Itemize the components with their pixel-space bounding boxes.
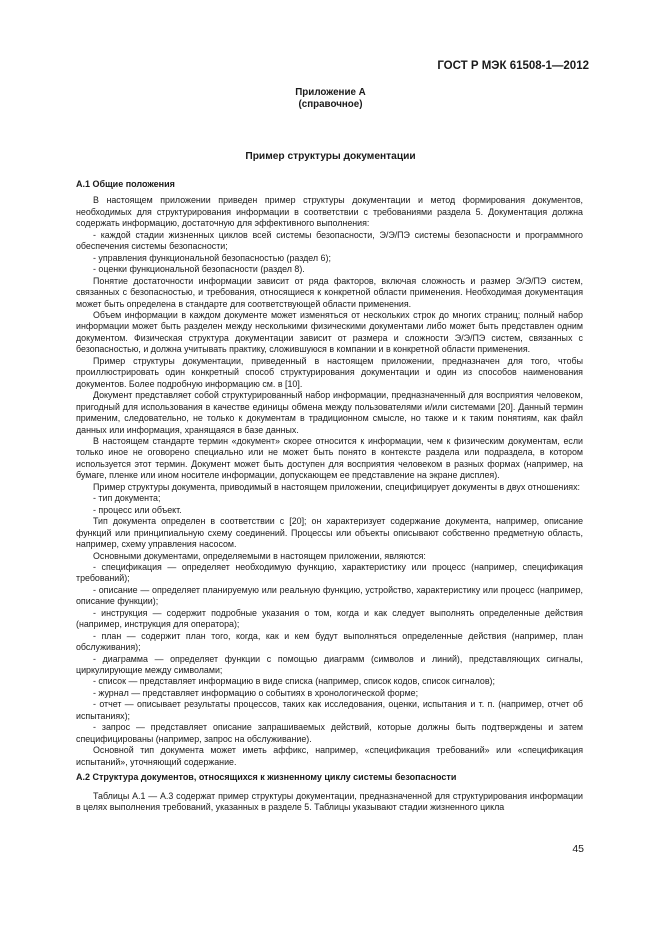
list-item: - управления функциональной безопасностью (раздел 6); — [93, 252, 331, 263]
list-item: - список — представляет информацию в виде списка (например, список кодов, список сигналов); — [93, 676, 495, 687]
paragraph: Таблицы А.1 — А.3 содержат пример структуры документации, предназначенной для структурирования информации в целях выполнения требований, указанных в разделе 5. Таблицы указывают стадии жизненного цикла — [76, 790, 583, 813]
list-item: - журнал — представляет информацию о событиях в хронологической форме; — [93, 687, 419, 698]
annex-subtitle: (справочное) — [298, 99, 363, 110]
paragraph: Основными документами, определяемыми в настоящем приложении, являются: — [93, 550, 426, 561]
annex-title: Приложение А — [295, 87, 366, 98]
section-a1-heading: А.1 Общие положения — [76, 179, 175, 189]
document-body — [76, 179, 583, 813]
paragraph: Документ представляет собой структурированный набор информации, предназначенный для восприятия человеком, пригодный для использования в качестве единицы обмена между пользователями и/или системами [20]. Данный термин применим, следовательно, не только к документам в традиционном смысле, но также и к таким понятиям, как файл данных или информация, хранящаяся в базе данных. — [76, 390, 583, 435]
list-item: - тип документа; — [93, 493, 161, 504]
list-item: - описание — определяет планируемую или реальную функцию, устройство, характеристику или процесс (например, описание функции); — [76, 584, 583, 607]
paragraph: Пример структуры документации, приведенный в настоящем приложении, предназначен для того, чтобы проиллюстрировать один конкретный способ структурирования документации и один из способов наименования документов. Более подробную информацию см. в [10]. — [76, 355, 583, 389]
list-item: - диаграмма — определяет функции с помощью диаграмм (символов и линий), представляющих сигналы, циркулирующие между символами; — [76, 653, 583, 676]
paragraph: В настоящем стандарте термин «документ» скорее относится к информации, чем к физическим документам, если только иное не оговорено специально или не может быть понято в контексте раздела или подраздела, в котором используется этот термин. Документ может быть доступен для восприятия человеком в разных формах (например, на бумаге, пленке или ином носителе информации, допускающем ее представление на экране дисплея). — [76, 435, 583, 481]
annex-heading — [0, 87, 661, 111]
standard-code: ГОСТ Р МЭК 61508-1—2012 — [437, 60, 589, 72]
page-number: 45 — [572, 843, 584, 855]
list-item: - спецификация — определяет необходимую функцию, характеристику или процесс (например, спецификация требований); — [76, 561, 583, 584]
paragraph: Тип документа определен в соответствии с [20]; он характеризует содержание документа, например, описание функций или принципиальную схему соединений. Процессы или объекты описывают собственно предметную область, например, схему управления насосом. — [76, 516, 583, 550]
bullet-list — [76, 493, 583, 516]
paragraph: Объем информации в каждом документе может изменяться от нескольких строк до многих страниц; полный набор информации может быть разделен между несколькими физическими документами либо может быть представлен одним документом. Физическая структура документации зависит от размера и сложности Э/Э/ПЭ систем, связанных с безопасностью, и должна учитывать практику, сложившуюся в компании и в конкретной области применения. — [76, 309, 583, 355]
list-item: - план — содержит план того, когда, как и кем будут выполняться определенные действия (например, план обслуживания); — [76, 630, 583, 653]
document-title: Пример структуры документации — [245, 151, 416, 162]
list-item: - запрос — представляет описание запрашиваемых действий, которые должны быть подтверждены и затем специфицированы (например, запрос на обслуживание). — [76, 722, 583, 744]
list-item: - процесс или объект. — [93, 504, 182, 515]
paragraph: Пример структуры документа, приводимый в настоящем приложении, специфицирует документы в двух отношениях: — [93, 481, 580, 492]
list-item: - отчет — описывает результаты процессов, таких как исследования, оценки, испытания и т. п. (например, отчет об испытаниях); — [76, 699, 583, 721]
paragraph: Основной тип документа может иметь аффикс, например, «спецификация требований» или «спецификация испытаний», уточняющий содержание. — [76, 745, 583, 767]
paragraph: Понятие достаточности информации зависит от ряда факторов, включая сложность и размер Э/Э/ПЭ систем, связанных с безопасностью, и требования, относящиеся к конкретной области применения. Необходимая документация может быть определена в стандарте для соответствующей области применения. — [76, 275, 583, 309]
list-item: - каждой стадии жизненных циклов всей системы безопасности, Э/Э/ПЭ системы безопасности и программного обеспечения системы безопасности; — [76, 229, 583, 252]
section-a2-heading: А.2 Структура документов, относящихся к жизненному циклу системы безопасности — [76, 772, 457, 783]
list-item: - оценки функциональной безопасности (раздел 8). — [93, 264, 305, 275]
bullet-list — [76, 230, 583, 276]
list-item: - инструкция — содержит подробные указания о том, когда и как следует выполнять определенные действия (например, инструкция для оператора); — [76, 607, 583, 630]
bullet-list — [76, 562, 583, 745]
paragraph: В настоящем приложении приведен пример структуры документации и метод формирования документов, необходимых для структурирования информации в соответствии с требованиями раздела 5. Документация должна содержать информацию, достаточную для эффективного выполнения: — [76, 195, 583, 229]
